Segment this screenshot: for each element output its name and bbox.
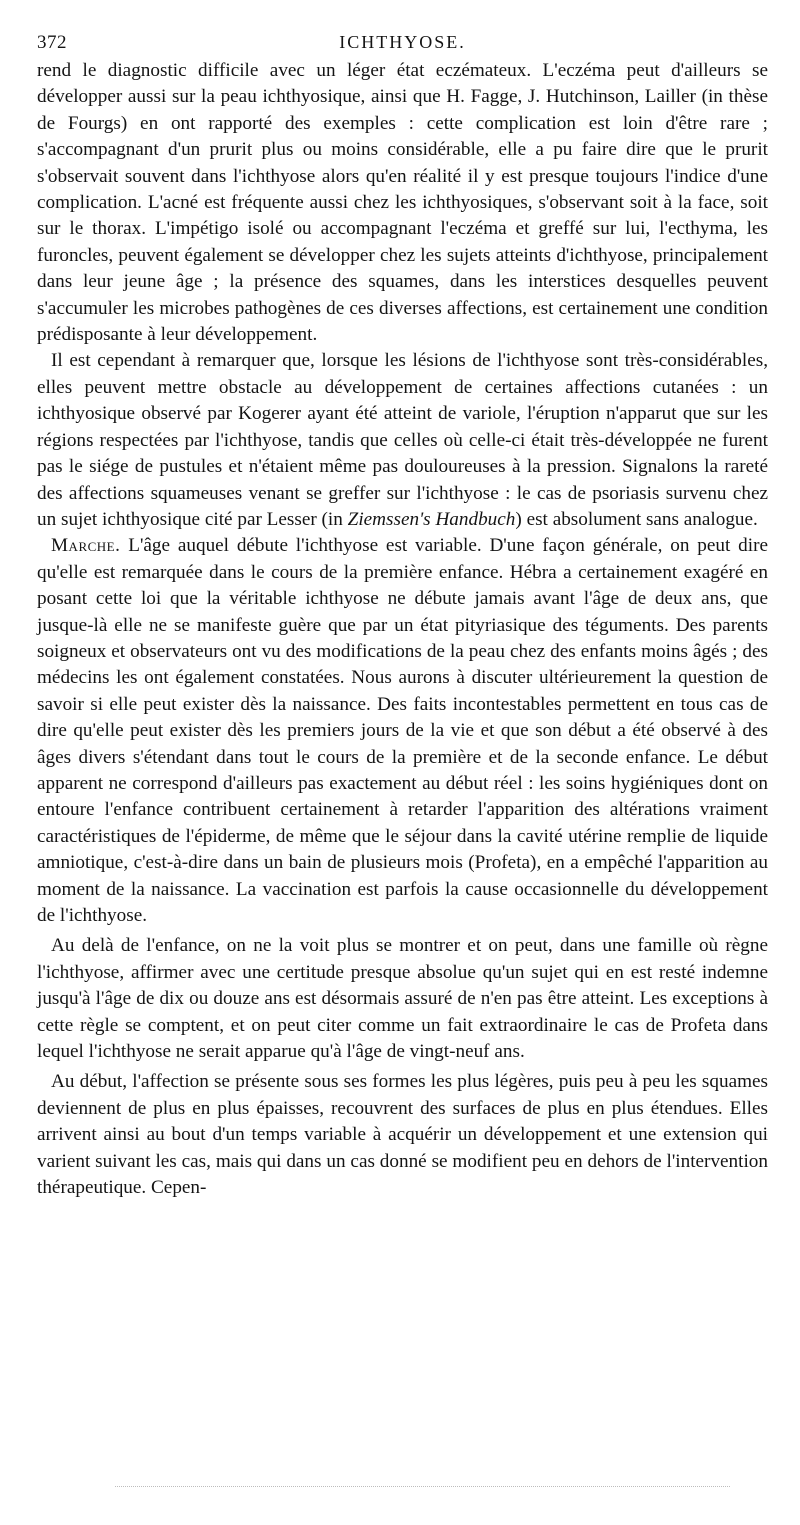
paragraph-debut: Au début, l'affection se présente sous ses formes les plus légères, puis peu à peu les squames deviennent de plus en plus épaisses, recouvrent des surfaces de plus en plus étendues. Elles arrivent ainsi au bout d'un temps variable à acquérir un développement et une extension qui varient suivant les cas, mais qui dans un cas donné se modifient peu en dehors de l'intervention thérapeutique. Cepen- [37,1071,768,1199]
section-heading: Marche. [51,535,121,557]
paragraph-variole [37,348,768,533]
book-page [37,28,768,1201]
scan-artifact-line [115,1486,730,1489]
paragraph-enfance: Au delà de l'enfance, on ne la voit plus se montrer et on peut, dans une famille où règne l'ichthyose, affirmer avec une certitude presque absolue qu'un sujet qui en est resté indemne jusqu'à l'âge de dix ou douze ans est désormais assuré de n'en pas être atteint. Les exceptions à cette règle se comptent, et on peut citer comme un fait extraordinaire le cas de Profeta dans lequel l'ichthyose ne serait apparue qu'à l'âge de vingt-neuf ans. [37,935,768,1063]
citation-title: Ziemssen's Handbuch [347,508,516,530]
page-header [37,28,768,58]
paragraph-marche [37,533,768,929]
paragraph-text: L'âge auquel débute l'ichthyose est variable. D'une façon générale, on peut dire qu'elle est remarquée dans le cours de la première enfance. Hébra a certainement exagéré en posant cette loi que la véritable ichthyose ne débute jamais avant l'âge de deux ans, que jusque-là elle ne se manifeste guère que par un état pityriasique des téguments. Des parents soigneux et observateurs ont vu des modifications de la peau chez des enfants moins âgés ; des médecins les ont également constatées. Nous aurons à discuter ultérieurement la question de savoir si elle peut exister dès la naissance. Des faits incontestables permettent en tous cas de dire qu'elle peut exister dès les premiers jours de la vie et que son début a été observé à des âges divers s'étendant dans tout le cours de la première et de la seconde enfance. Le début apparent ne correspond d'ailleurs pas exactement au début réel : les soins hygiéniques dont on entoure l'enfance contribuent certainement à retarder l'apparition des altérations vraiment caractéristiques de l'épiderme, de même que le séjour dans la cavité utérine remplie de liquide amniotique, c'est-à-dire dans un bain de plusieurs mois (Profeta), en a empêché l'apparition au moment de la naissance. La vaccination est parfois la cause occasionnelle du développement de l'ichthyose. [37,535,768,926]
paragraph-text: Il est cependant à remarquer que, lorsque les lésions de l'ichthyose sont très-considérables, elles peuvent mettre obstacle au développement de certaines affections cutanées : un ichthyosique observé par Kogerer ayant été atteint de variole, l'éruption n'apparut que sur les régions respectées par l'ichthyose, tandis que celles où celle-ci était très-développée ne furent pas le siége de pustules et n'étaient même pas douloureuses à la pression. Signalons la rareté des affections squameuses venant se greffer sur l'ichthyose : le cas de psoriasis survenu chez un sujet ichthyosique cité par Lesser (in [37,350,768,530]
body-text [37,58,768,1201]
paragraph-continued: rend le diagnostic difficile avec un léger état eczémateux. L'eczéma peut d'ailleurs se développer aussi sur la peau ichthyosique, ainsi que H. Fagge, J. Hutchinson, Lailler (in thèse de Fourgs) en ont rapporté des exemples : cette complication est loin d'être rare ; s'accompagnant d'un prurit plus ou moins considérable, elle a pu faire dire que le prurit s'observait souvent dans l'ichthyose alors qu'en réalité il y est presque toujours l'indice d'une complication. L'acné est fréquente aussi chez les ichthyosiques, s'observant soit à la face, soit sur le thorax. L'impétigo isolé ou accompagnant l'eczéma et greffé sur lui, l'ecthyma, les furoncles, peuvent également se développer chez les sujets atteints d'ichthyose, principalement dans leur jeune âge ; la présence des squames, dans les interstices desquelles peuvent s'accumuler les microbes pathogènes de ces diverses affections, est certainement une condition prédisposante à leur développement. [37,60,768,346]
page-number: 372 [37,32,67,53]
paragraph-text-end: ) est absolument sans analogue. [515,508,758,530]
running-title: ICHTHYOSE. [339,32,466,52]
